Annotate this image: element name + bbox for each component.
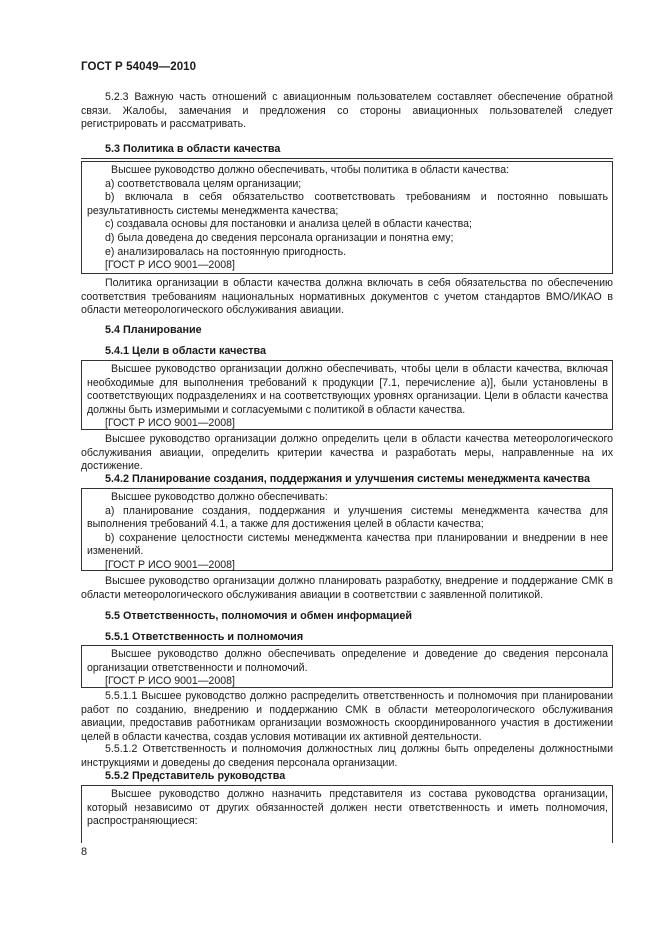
section-5-4-2-after — [81, 575, 613, 602]
document-header: ГОСТ Р 54049—2010 — [81, 61, 197, 73]
standard-reference: [ГОСТ Р ИСО 9001—2008] — [105, 259, 235, 272]
section-5-5-1-2 — [81, 743, 613, 770]
heading-5-5-1: 5.5.1 Ответственность и полномочия — [105, 631, 304, 643]
section-5-4-1-after — [81, 433, 613, 474]
heading-5-4-2: 5.4.2 Планирование создания, поддержания и улучшения системы менеджмента качества — [105, 473, 591, 485]
paragraph: Высшее руководство организации должно планировать разработку, внедрение и поддержание СМК в области метеорологического обслуживания авиации в соответствии с заявленной политикой. — [81, 575, 613, 601]
paragraph: Политика организации в области качества должна включать в себя обязательства по обеспечению соответствия требованиям национальных нормативных документов с учетом стандартов ВМО/ИКАО в области метеорологического обслуживания авиации. — [81, 277, 613, 317]
heading-5-5-2: 5.5.2 Представитель руководства — [105, 770, 286, 782]
list-item: a) планирование создания, поддержания и улучшения системы менеджмента качества для выполнения требований 4.1, а также для достижения целей в области качества; — [87, 504, 608, 531]
heading-5-5: 5.5 Ответственность, полномочия и обмен информацией — [105, 610, 413, 622]
standard-reference: [ГОСТ Р ИСО 9001—2008] — [105, 675, 235, 688]
standard-reference: [ГОСТ Р ИСО 9001—2008] — [105, 417, 235, 430]
standard-reference: [ГОСТ Р ИСО 9001—2008] — [105, 558, 235, 571]
paragraph: Высшее руководство организации должно определить цели в области качества метеорологического обслуживания авиации, определить критерии качества и разработать меры, направленные на их достижение. — [81, 433, 613, 473]
list-item: b) включала в себя обязательство соответствовать требованиям и постоянно повышать результативность системы менеджмента качества; — [87, 191, 608, 217]
quote-box-responsibility — [81, 645, 613, 688]
page-number: 8 — [81, 846, 88, 858]
list-item: a) соответствовала целям организации; — [105, 177, 302, 190]
paragraph: 5.5.1.1 Высшее руководство должно распределить ответственность и полномочия при планировании работ по созданию, внедрению и поддержанию СМК в области метеорологического обслуживания авиации, предоставив работникам организации возможность скоординированного участия в достижении целей в области качества, создав условия мотивации их активной деятельности. — [81, 690, 613, 743]
list-item: b) сохранение целостности системы менеджмента качества при планировании и внедрении в нее изменений. — [87, 531, 608, 558]
box-intro: Высшее руководство должно обеспечивать, чтобы политика в области качества: — [111, 164, 510, 176]
quote-box-management-representative — [81, 785, 613, 843]
divider — [81, 158, 613, 159]
paragraph: 5.5.1.2 Ответственность и полномочия должностных лиц должны быть определены должностными инструкциями и доведены до сведения персонала организации. — [81, 743, 613, 769]
list-item: c) создавала основы для постановки и анализа целей в области качества; — [105, 218, 472, 231]
heading-5-4: 5.4 Планирование — [105, 324, 202, 336]
list-item: d) была доведена до сведения персонала организации и понятна ему; — [105, 231, 454, 244]
quote-box-qms-planning — [81, 488, 613, 571]
section-5-3-after — [81, 277, 613, 318]
section-5-2-3 — [81, 91, 613, 132]
quote-box-quality-objectives — [81, 360, 613, 430]
paragraph: 5.2.3 Важную часть отношений с авиационным пользователем составляет обеспечение обратной связи. Жалобы, замечания и предложения со стороны авиационных пользователей следует регистрировать и рассматривать. — [81, 91, 613, 131]
box-text: Высшее руководство организации должно обеспечивать, чтобы цели в области качества, включая необходимые для выполнения требований к продукции [7.1, перечисление а)], были установлены в соответствующих подразделениях и на соответствующих уровнях организации. Цели в области качества должны быть измеримыми и согласуемыми с политикой в области качества. — [87, 363, 608, 416]
heading-5-3: 5.3 Политика в области качества — [105, 143, 281, 155]
list-item: e) анализировалась на постоянную пригодность. — [105, 245, 347, 258]
quote-box-quality-policy — [81, 161, 613, 274]
box-intro: Высшее руководство должно обеспечивать: — [111, 491, 328, 503]
heading-5-4-1: 5.4.1 Цели в области качества — [105, 345, 267, 357]
section-5-5-1-1 — [81, 690, 613, 744]
box-text: Высшее руководство должно обеспечивать определение и доведение до сведения персонала организации ответственности и полномочий. — [87, 648, 608, 674]
box-text: Высшее руководство должно назначить представителя из состава руководства организации, который независимо от других обязанностей должен нести ответственность и иметь полномочия, распространяющиеся: — [87, 788, 608, 828]
